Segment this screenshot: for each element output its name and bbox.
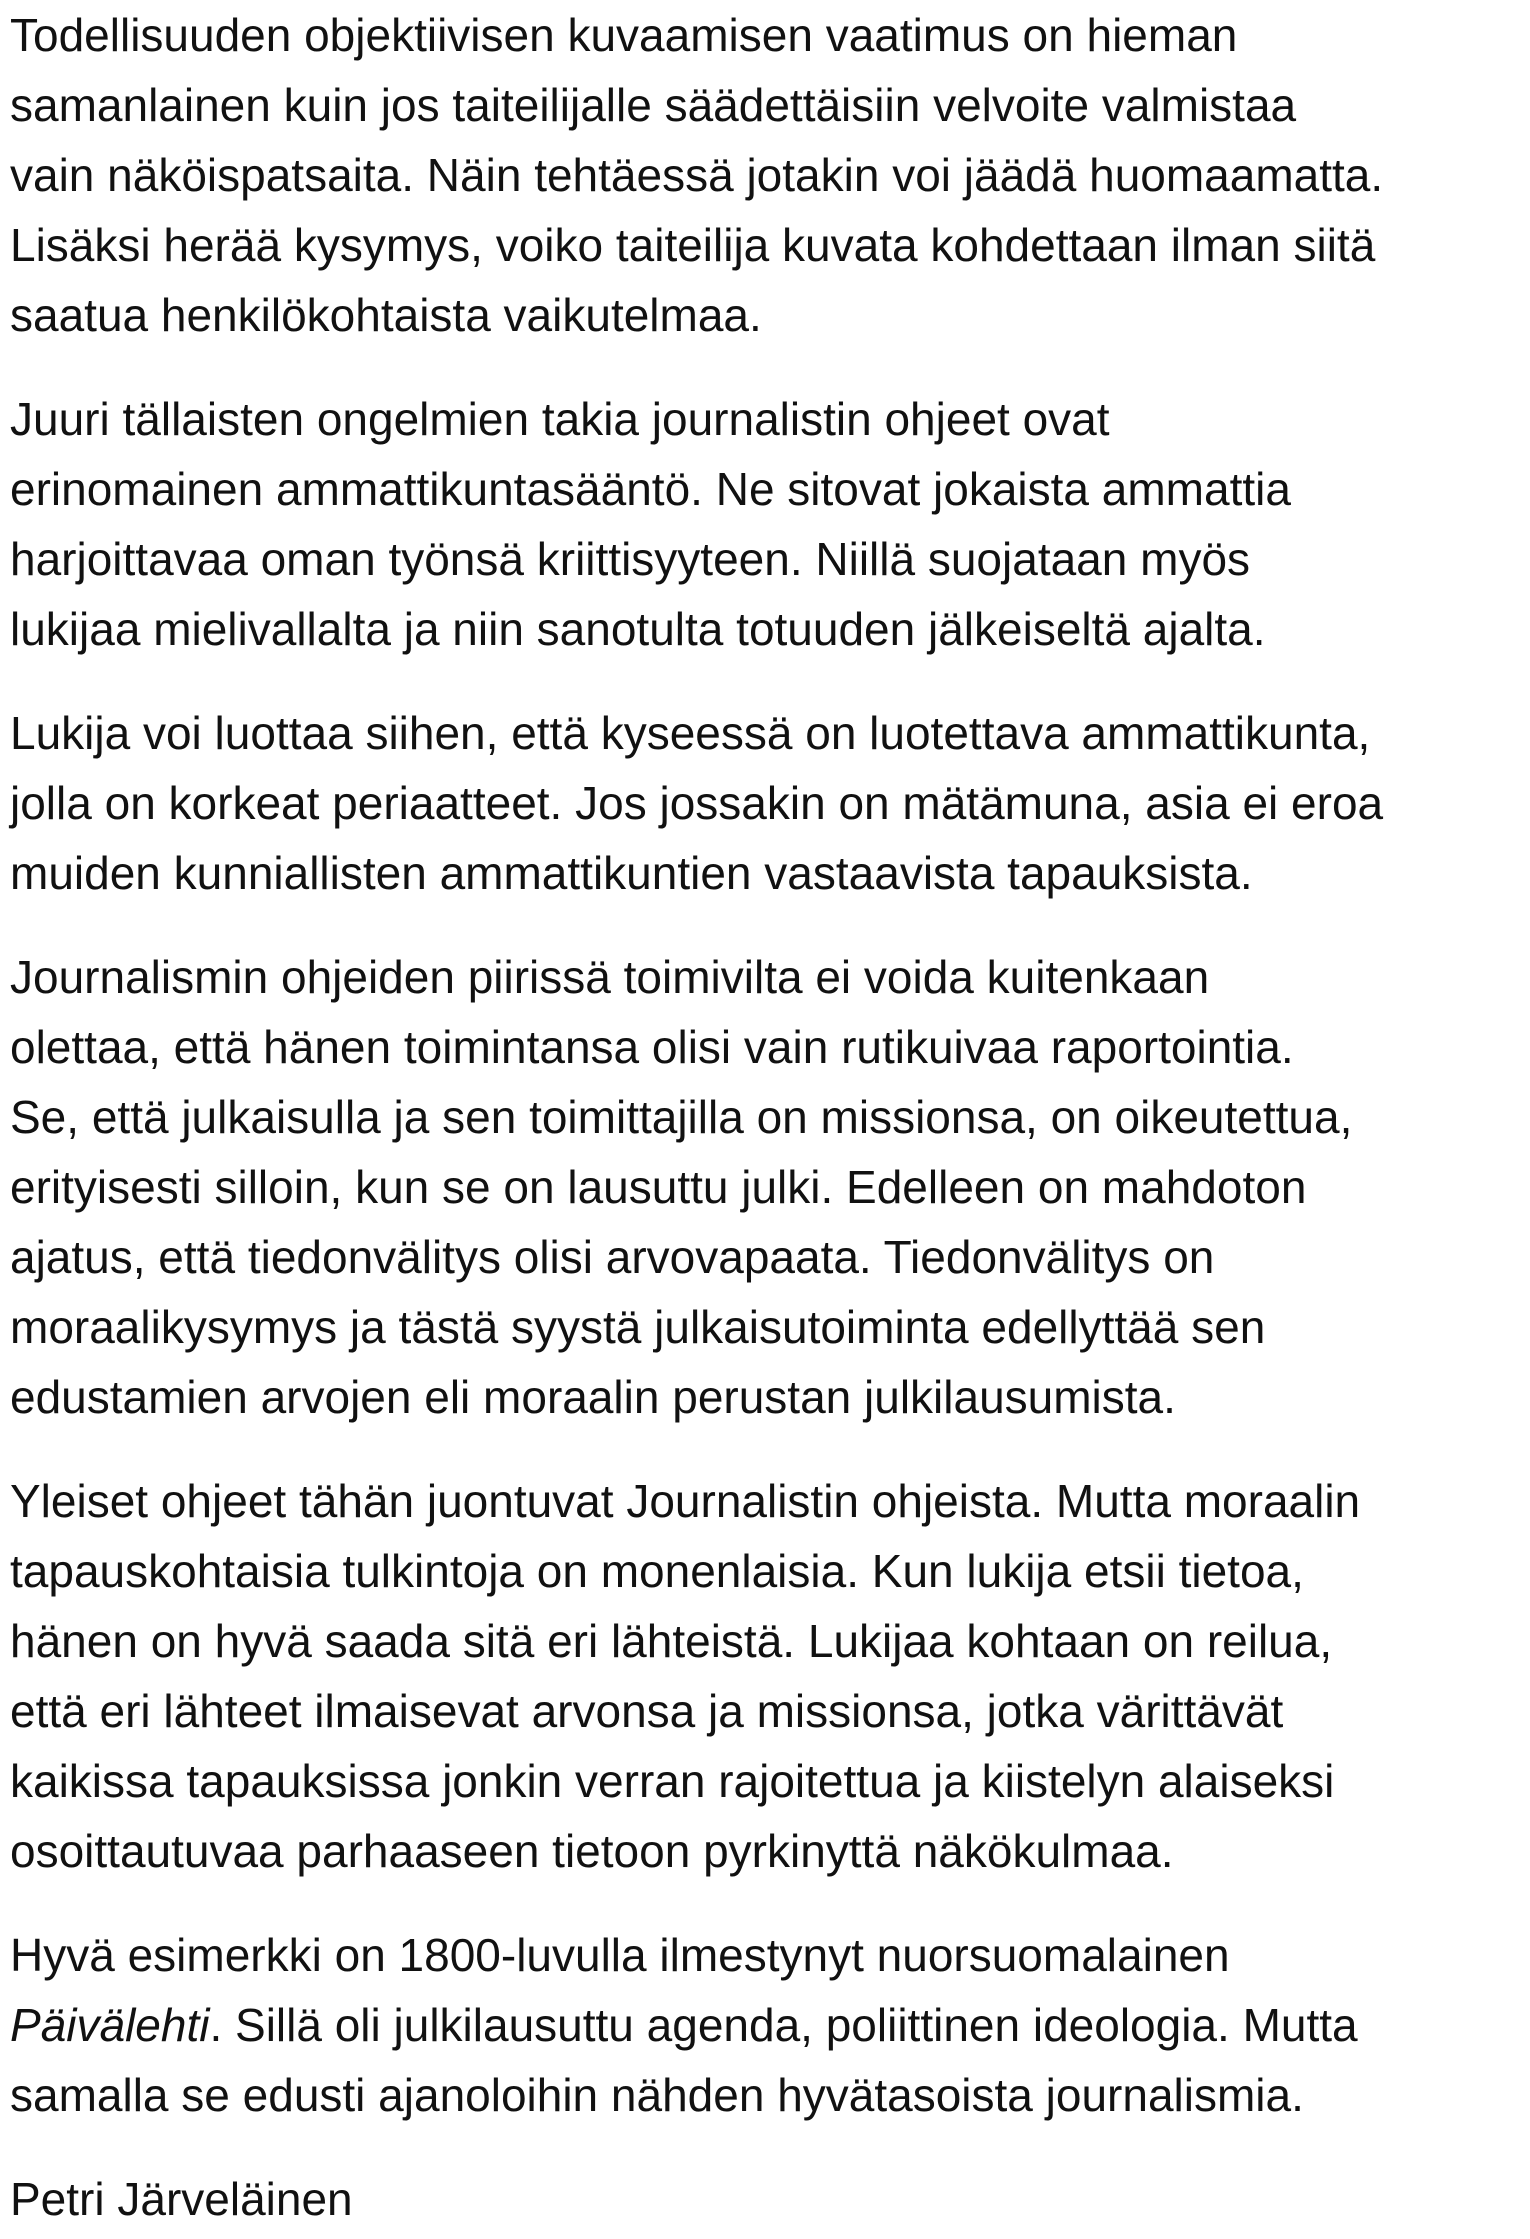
paragraph-4	[10, 942, 1510, 1432]
text-line: samalla se edusti ajanoloihin nähden hyvätasoista journalismia.	[10, 2069, 1304, 2121]
text-line: Yleiset ohjeet tähän juontuvat Journalistin ohjeista. Mutta moraalin	[10, 1475, 1361, 1527]
text-line: harjoittavaa oman työnsä kriittisyyteen. Niillä suojataan myös	[10, 533, 1251, 585]
text-line: edustamien arvojen eli moraalin perustan julkilausumista.	[10, 1371, 1176, 1423]
text-line: jolla on korkeat periaatteet. Jos jossakin on mätämuna, asia ei eroa	[10, 777, 1384, 829]
text-line: että eri lähteet ilmaisevat arvonsa ja missionsa, jotka värittävät	[10, 1685, 1284, 1737]
text-line: lukijaa mielivallalta ja niin sanotulta totuuden jälkeiseltä ajalta.	[10, 603, 1266, 655]
text-line: Se, että julkaisulla ja sen toimittajilla on missionsa, on oikeutettua,	[10, 1091, 1353, 1143]
text-line: olettaa, että hänen toimintansa olisi vain rutikuivaa raportointia.	[10, 1021, 1294, 1073]
text-line: ajatus, että tiedonvälitys olisi arvovapaata. Tiedonvälitys on	[10, 1231, 1215, 1283]
text-line: vain näköispatsaita. Näin tehtäessä jotakin voi jäädä huomaamatta.	[10, 149, 1384, 201]
paragraph-6	[10, 1920, 1510, 2130]
paragraph-1	[10, 0, 1510, 350]
text-line: kaikissa tapauksissa jonkin verran rajoitettua ja kiistelyn alaiseksi	[10, 1755, 1335, 1807]
text-line: Lukija voi luottaa siihen, että kyseessä on luotettava ammattikunta,	[10, 707, 1371, 759]
text-line: moraalikysymys ja tästä syystä julkaisutoiminta edellyttää sen	[10, 1301, 1266, 1353]
text-line: tapauskohtaisia tulkintoja on monenlaisia. Kun lukija etsii tietoa,	[10, 1545, 1304, 1597]
text-line: . Sillä oli julkilausuttu agenda, poliittinen ideologia. Mutta	[209, 1999, 1358, 2051]
paragraph-3	[10, 698, 1510, 908]
newspaper-title: Päivälehti	[10, 1999, 210, 2051]
text-line: Hyvä esimerkki on 1800-luvulla ilmestynyt nuorsuomalainen	[10, 1929, 1230, 1981]
text-line: erinomainen ammattikuntasääntö. Ne sitovat jokaista ammattia	[10, 463, 1291, 515]
paragraph-5	[10, 1466, 1510, 1886]
article-body	[10, 0, 1510, 2234]
text-line: Juuri tällaisten ongelmien takia journalistin ohjeet ovat	[10, 393, 1110, 445]
paragraph-2	[10, 384, 1510, 664]
author-signature: Petri Järveläinen	[10, 2173, 353, 2225]
text-line: samanlainen kuin jos taiteilijalle säädettäisiin velvoite valmistaa	[10, 79, 1297, 131]
text-line: osoittautuvaa parhaaseen tietoon pyrkinyttä näkökulmaa.	[10, 1825, 1174, 1877]
text-line: Lisäksi herää kysymys, voiko taiteilija kuvata kohdettaan ilman siitä	[10, 219, 1376, 271]
text-line: Todellisuuden objektiivisen kuvaamisen vaatimus on hieman	[10, 9, 1238, 61]
text-line: saatua henkilökohtaista vaikutelmaa.	[10, 289, 762, 341]
text-line: muiden kunniallisten ammattikuntien vastaavista tapauksista.	[10, 847, 1253, 899]
text-line: Journalismin ohjeiden piirissä toimivilta ei voida kuitenkaan	[10, 951, 1210, 1003]
text-line: hänen on hyvä saada sitä eri lähteistä. Lukijaa kohtaan on reilua,	[10, 1615, 1333, 1667]
text-line: erityisesti silloin, kun se on lausuttu julki. Edelleen on mahdoton	[10, 1161, 1307, 1213]
